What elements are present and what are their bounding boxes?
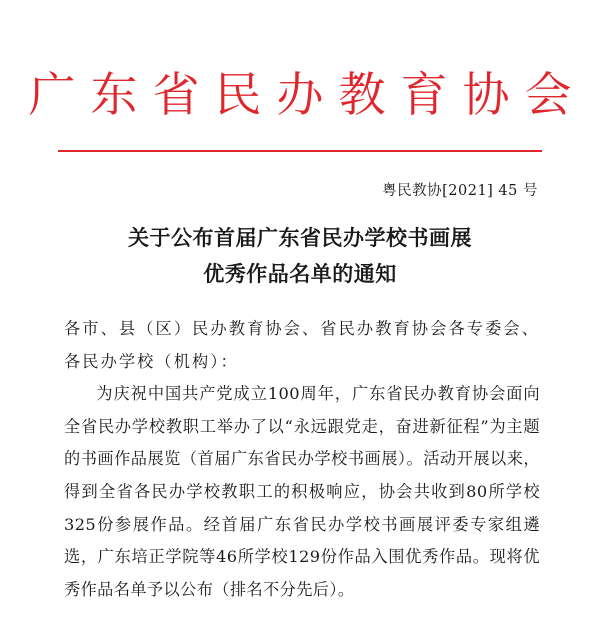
organization-title: 广东省民办教育协会 xyxy=(28,68,587,123)
notice-body xyxy=(64,313,540,606)
document-number: 粤民教协[2021] 45 号 xyxy=(382,183,538,199)
addressee: 各市、县（区）民办教育协会、省民办教育协会各专委会、各民办学校（机构）： xyxy=(64,319,540,371)
header-divider xyxy=(58,150,542,152)
body-paragraph: 为庆祝中国共产党成立100周年，广东省民办教育协会面向全省民办学校教职工举办了以“永远跟党走，奋进新征程”为主题的书画作品展览（首届广东省民办学校书画展）。活动开展以来，得到全省各民办学校教职工的积极响应，协会共收到80所学校325份参展作品。经首届广东省民办学校书画展评委专家组遴选，广东培正学院等46所学校129份作品入围优秀作品。现将优秀作品名单予以公布（排名不分先后）。 xyxy=(64,384,540,599)
notice-title-line-1: 关于公布首届广东省民办学校书画展 xyxy=(128,226,472,250)
notice-title-line-2: 优秀作品名单的通知 xyxy=(203,262,397,286)
